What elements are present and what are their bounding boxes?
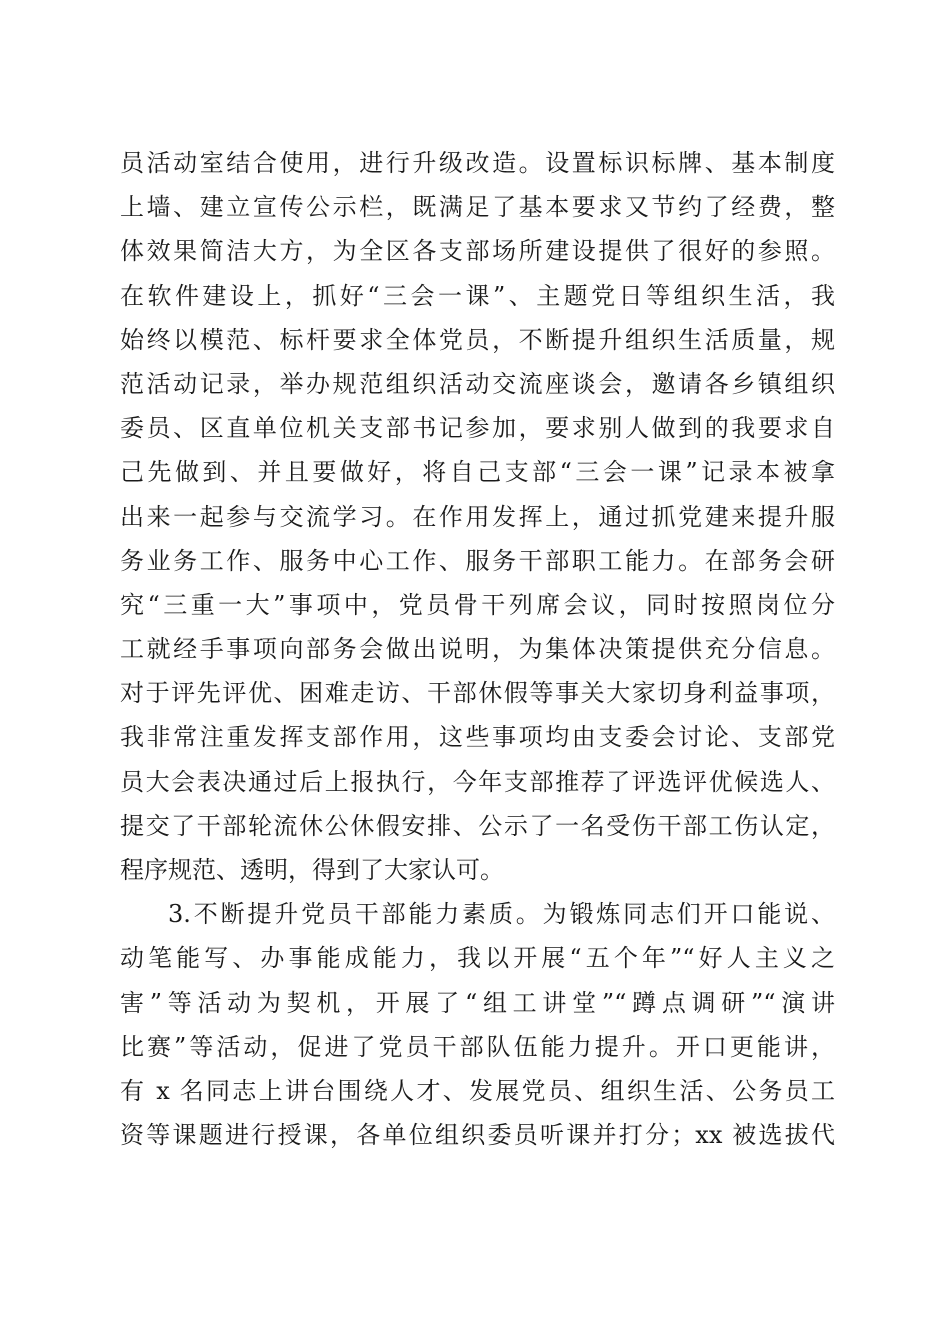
text-line: 委员、区直单位机关支部书记参加，要求别人做到的我要求自 [120,414,835,443]
section-heading-line: 3.不断提升党员干部能力素质。为锻炼同志们开口能说、 [168,900,835,929]
text-line: 务业务工作、服务中心工作、服务干部职工能力。在部务会研 [120,546,835,575]
text-line: 对于评先评优、困难走访、干部休假等事关大家切身利益事项， [120,679,835,708]
text-line: 有 x 名同志上讲台围绕人才、发展党员、组织生活、公务员工 [120,1076,835,1105]
text-line: 在软件建设上，抓好“三会一课”、主题党日等组织生活，我 [120,281,835,310]
text-line: 工就经手事项向部务会做出说明，为集体决策提供充分信息。 [120,635,835,664]
text-line: 上墙、建立宣传公示栏，既满足了基本要求又节约了经费，整 [120,193,835,222]
text-line: 员大会表决通过后上报执行，今年支部推荐了评选评优候选人、 [120,767,835,796]
text-line: 始终以模范、标杆要求全体党员，不断提升组织生活质量，规 [120,325,835,354]
text-line: 提交了干部轮流休公休假安排、公示了一名受伤干部工伤认定， [120,811,835,840]
text-line: 资等课题进行授课，各单位组织委员听课并打分；xx 被选拔代 [120,1121,835,1150]
text-line-paragraph-end: 程序规范、透明，得到了大家认可。 [120,856,504,884]
text-line: 己先做到、并且要做好，将自己支部“三会一课”记录本被拿 [120,458,835,487]
body-text [120,141,835,1157]
text-line: 出来一起参与交流学习。在作用发挥上，通过抓党建来提升服 [120,502,835,531]
text-line: 范活动记录，举办规范组织活动交流座谈会，邀请各乡镇组织 [120,369,835,398]
text-line: 究“三重一大”事项中，党员骨干列席会议，同时按照岗位分 [120,590,835,619]
text-line: 体效果简洁大方，为全区各支部场所建设提供了很好的参照。 [120,237,835,266]
text-line: 员活动室结合使用，进行升级改造。设置标识标牌、基本制度 [120,149,835,177]
text-line: 动笔能写、办事能成能力，我以开展“五个年”“好人主义之 [120,944,835,973]
text-line: 我非常注重发挥支部作用，这些事项均由支委会讨论、支部党 [120,723,835,752]
text-line: 害”等活动为契机，开展了“组工讲堂”“蹲点调研”“演讲 [120,988,835,1017]
text-line: 比赛”等活动，促进了党员干部队伍能力提升。开口更能讲， [120,1032,835,1061]
